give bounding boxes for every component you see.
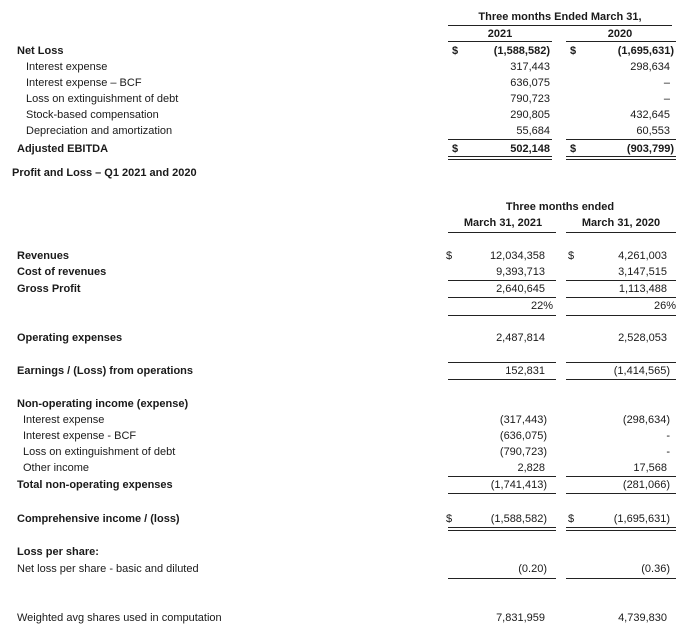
row-label-other-income: Other income [23,462,90,474]
double-divider [448,156,552,160]
divider [448,578,556,579]
value-2020: - [666,446,670,458]
row-label-total-non-operating: Total non-operating expenses [17,479,173,491]
value-2021: 152,831 [505,365,545,377]
pl-col-2021: March 31, 2021 [463,217,543,229]
value-2020: (1,695,631) [613,513,670,525]
value-2020: 17,568 [633,462,667,474]
row-label-loss-extinguishment: Loss on extinguishment of debt [23,446,176,458]
row-label-operating-expenses: Operating expenses [17,332,123,344]
divider [566,493,676,494]
value-2021: (636,075) [499,430,547,442]
value-2020: 60,553 [636,125,670,137]
divider [566,379,676,380]
value-2021: 2,487,814 [496,332,545,344]
row-label-loss-per-share: Loss per share: [17,546,99,558]
row-label-earnings-from-operations: Earnings / (Loss) from operations [17,365,194,377]
row-label-non-operating: Non-operating income (expense) [17,398,189,410]
value-2021: 317,443 [510,61,550,73]
ebitda-year-2021: 2021 [487,28,513,40]
value-2021: (317,443) [499,414,547,426]
gross-margin-2020: 26% [653,300,676,312]
value-2021: 636,075 [510,77,550,89]
value-2020: – [663,93,670,105]
divider [448,280,556,281]
value-2020: 3,147,515 [618,266,667,278]
row-label-net-loss: Net Loss [17,45,64,57]
row-label-adjusted-ebitda: Adjusted EBITDA [17,143,109,155]
value-2021: 12,034,358 [489,250,545,262]
row-label-interest-expense-bcf: Interest expense – BCF [26,77,142,89]
currency-symbol: $ [568,250,575,262]
ebitda-year-2020: 2020 [607,28,633,40]
value-2020: - [666,430,670,442]
divider [566,476,676,477]
currency-symbol: $ [570,45,577,57]
divider [448,476,556,477]
divider [448,139,552,140]
divider [448,25,672,26]
divider [566,362,676,363]
value-2020: 432,645 [630,109,670,121]
row-label-gross-profit: Gross Profit [17,283,81,295]
value-2020: 1,113,488 [618,283,667,295]
divider [566,315,676,316]
row-label-interest-expense: Interest expense [23,414,105,426]
value-2020: (1,695,631) [617,45,674,57]
value-2021: 55,684 [516,125,550,137]
value-2021: 290,805 [510,109,550,121]
divider [448,41,552,42]
currency-symbol: $ [446,250,453,262]
value-2020: 4,739,830 [618,612,667,624]
value-2020: 2,528,053 [618,332,667,344]
value-2021: 790,723 [510,93,550,105]
section-title: Profit and Loss – Q1 2021 and 2020 [12,167,197,179]
value-2021: 502,148 [510,143,550,155]
double-divider [448,527,556,531]
divider [448,493,556,494]
divider [566,280,676,281]
row-label-stock-comp: Stock-based compensation [26,109,159,121]
divider [448,232,556,233]
value-2020: – [663,77,670,89]
value-2021: (0.20) [518,563,547,575]
divider [448,362,556,363]
value-2020: (1,414,565) [613,365,670,377]
currency-symbol: $ [452,143,459,155]
value-2020: 4,261,003 [618,250,667,262]
value-2020: 298,634 [630,61,670,73]
divider [448,315,556,316]
divider [448,297,556,298]
double-divider [566,156,676,160]
row-label-depreciation: Depreciation and amortization [26,125,173,137]
value-2020: (298,634) [622,414,670,426]
divider [566,578,676,579]
divider [566,232,676,233]
pl-col-2020: March 31, 2020 [581,217,661,229]
divider [448,379,556,380]
divider [566,139,676,140]
row-label-interest-expense-bcf: Interest expense - BCF [23,430,137,442]
value-2020: (0.36) [641,563,670,575]
row-label-net-loss-per-share: Net loss per share - basic and diluted [17,563,199,575]
value-2020: (903,799) [626,143,674,155]
divider [566,41,676,42]
value-2021: (1,741,413) [490,479,547,491]
currency-symbol: $ [446,513,453,525]
currency-symbol: $ [570,143,577,155]
value-2021: (1,588,582) [493,45,550,57]
row-label-weighted-avg-shares: Weighted avg shares used in computation [17,612,222,624]
gross-margin-2021: 22% [530,300,553,312]
value-2021: 2,640,645 [496,283,545,295]
row-label-comprehensive-income: Comprehensive income / (loss) [17,513,180,525]
pl-period-header: Three months ended [505,201,615,213]
double-divider [566,527,676,531]
value-2021: (790,723) [499,446,547,458]
value-2021: 2,828 [517,462,545,474]
value-2021: 9,393,713 [496,266,545,278]
value-2021: (1,588,582) [490,513,547,525]
row-label-interest-expense: Interest expense [26,61,108,73]
row-label-loss-extinguishment: Loss on extinguishment of debt [26,93,179,105]
row-label-cost-of-revenues: Cost of revenues [17,266,107,278]
currency-symbol: $ [452,45,459,57]
ebitda-period-header: Three months Ended March 31, [478,11,642,23]
value-2021: 7,831,959 [496,612,545,624]
currency-symbol: $ [568,513,575,525]
row-label-revenues: Revenues [17,250,69,262]
value-2020: (281,066) [622,479,670,491]
divider [566,297,676,298]
